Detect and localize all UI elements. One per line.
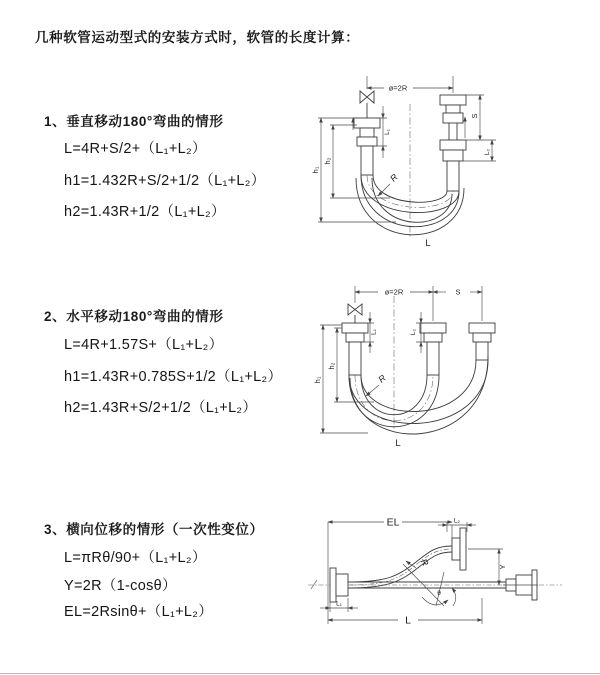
section-1-formula-h2: h2=1.43R+1/2（L₁+L₂） [64, 204, 226, 220]
dim-label-h2: h₂ [323, 157, 332, 165]
section-2-formula-L: L=4R+1.57S+（L₁+L₂） [64, 337, 224, 353]
dim-label-l1: L₁ [336, 600, 342, 608]
dim-label-h1: h₁ [313, 376, 322, 384]
section-1-formula-h1: h1=1.432R+S/2+1/2（L₁+L₂） [64, 173, 266, 189]
dim-s [433, 288, 482, 297]
dim-label-h2: h₂ [327, 362, 336, 370]
page-bottom-rule [0, 673, 600, 674]
left-flange [330, 568, 348, 602]
dim-l2 [438, 518, 476, 533]
dim-l1 [377, 106, 391, 158]
dim-l [328, 598, 482, 627]
dim-label-r: R [418, 557, 431, 568]
diagram-2-horizontal-movement-drawing [312, 280, 600, 460]
right-end-fitting [469, 323, 495, 360]
dim-label-h1: h₁ [311, 166, 320, 174]
section-3-formula-Y: Y=2R（1-cosθ） [64, 578, 177, 594]
middle-end-fitting [420, 323, 446, 375]
dim-label-r: R [376, 372, 388, 385]
dim-label-l1: L₁ [384, 129, 391, 135]
radius-callout [366, 372, 388, 396]
dim-label-s: S [470, 113, 479, 119]
dim-label-l1: L₁ [370, 329, 378, 335]
section-3-formula-EL: EL=2Rsinθ+（L₁+L₂） [64, 604, 214, 620]
dim-label-span: ø=2R [384, 287, 404, 297]
section-3-heading: 3、横向位移的情形（一次性变位） [44, 522, 264, 537]
dim-label-r: R [388, 172, 400, 184]
valve-icon [348, 304, 362, 323]
right-end-fitting-positions [440, 95, 466, 191]
section-1-formula-L: L=4R+S/2+（L₁+L₂） [64, 141, 207, 157]
section-1-heading: 1、垂直移动180°弯曲的情形 [44, 114, 224, 129]
dim-label-span: ø=2R [388, 83, 408, 93]
left-end-fitting [354, 118, 380, 175]
section-3-formula-L: L=πRθ/90+（L₁+L₂） [64, 550, 207, 566]
dim-label-s: S [455, 287, 461, 297]
dim-label-el: EL [386, 516, 400, 529]
dim-label-l2: L₂ [484, 148, 491, 156]
valve-icon [360, 91, 374, 118]
dim-label-l2: L₂ [453, 517, 461, 525]
dim-l1 [320, 598, 358, 612]
page-title: 几种软管运动型式的安装方式时，软管的长度计算： [35, 30, 360, 45]
dim-label-l: L [425, 238, 431, 249]
dim-label-theta: θ [437, 590, 441, 597]
centerline-break-tick [311, 580, 317, 589]
section-2-heading: 2、水平移动180°弯曲的情形 [44, 309, 224, 324]
dim-s [466, 95, 496, 140]
dim-label-y: Y [498, 564, 507, 570]
diagram-1-vertical-movement-drawing [310, 66, 600, 262]
section-2-formula-h1: h1=1.43R+0.785S+1/2（L₁+L₂） [64, 369, 283, 385]
dim-label-l: L [395, 438, 401, 449]
dim-l2 [463, 140, 496, 161]
dim-span [367, 76, 453, 93]
radius-callout [378, 172, 400, 196]
dim-label-l2: L₂ [410, 328, 417, 336]
dim-label-l: L [405, 614, 411, 627]
diagram-3-lateral-displacement-drawing [300, 498, 600, 660]
hose-u-bend [349, 356, 488, 434]
dim-span [355, 286, 482, 321]
left-end-fitting [342, 323, 368, 375]
upper-flange [452, 528, 466, 570]
section-2-formula-h2: h2=1.43R+S/2+1/2（L₁+L₂） [64, 400, 258, 416]
